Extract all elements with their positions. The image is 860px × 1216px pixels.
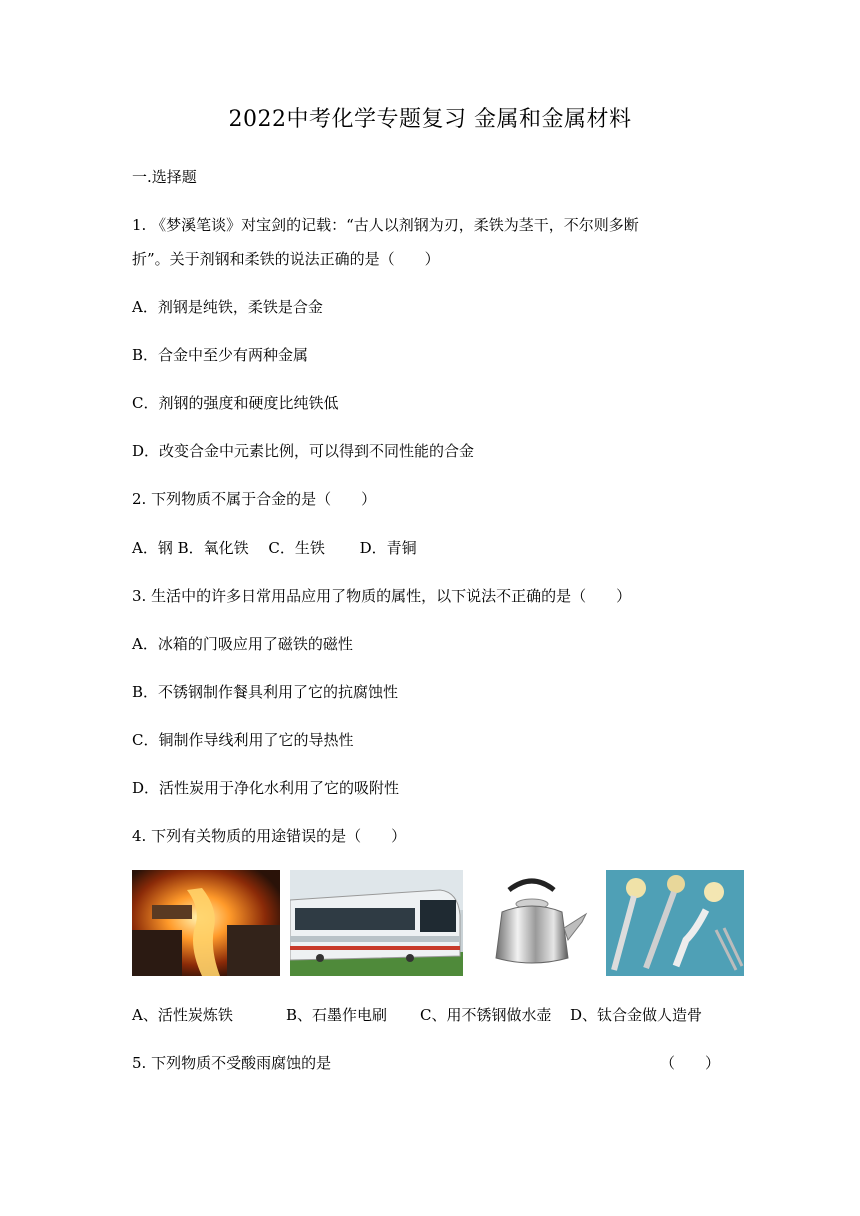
q4-stem: 4. 下列有关物质的用途错误的是（ ） (132, 827, 407, 845)
q2-options: A．钢 B．氧化铁 C．生铁 D．青铜 (132, 539, 417, 557)
implant-image (606, 870, 744, 976)
q1-option-b: B．合金中至少有两种金属 (132, 346, 309, 364)
q1-stem-line1: 1. 《梦溪笔谈》对宝剑的记载：“古人以剂钢为刃，柔铁为茎干，不尔则多断 (132, 216, 639, 234)
q1-option-d: D．改变合金中元素比例，可以得到不同性能的合金 (132, 442, 475, 460)
caption-d: D、钛合金做人造骨 (570, 1006, 703, 1024)
caption-c: C、用不锈钢做水壶 (420, 1006, 552, 1024)
q3-option-a: A．冰箱的门吸应用了磁铁的磁性 (132, 635, 353, 653)
q3-option-c: C．铜制作导线利用了它的导热性 (132, 731, 354, 749)
q3-stem: 3. 生活中的许多日常用品应用了物质的属性，以下说法不正确的是（ ） (132, 587, 632, 605)
q4-captions (132, 1004, 702, 1025)
page-title: 2022中考化学专题复习 金属和金属材料 (228, 107, 632, 132)
furnace-image (132, 870, 280, 976)
q3-option-d: D．活性炭用于净化水利用了它的吸附性 (132, 779, 400, 797)
q5-stem: 5. 下列物质不受酸雨腐蚀的是 (132, 1054, 332, 1072)
q2-stem: 2. 下列物质不属于合金的是（ ） (132, 490, 377, 508)
caption-b: B、石墨作电刷 (286, 1006, 388, 1024)
caption-a: A、活性炭炼铁 (132, 1006, 233, 1024)
tram-image (290, 870, 463, 976)
q3-option-b: B．不锈钢制作餐具利用了它的抗腐蚀性 (132, 683, 399, 701)
q1-stem-line2: 折”。关于剂钢和柔铁的说法正确的是（ ） (132, 250, 440, 268)
q1-option-c: C．剂钢的强度和硬度比纯铁低 (132, 394, 339, 412)
q1-option-a: A．剂钢是纯铁，柔铁是合金 (132, 298, 323, 316)
kettle-image (474, 870, 590, 976)
section-heading: 一.选择题 (132, 168, 197, 186)
q5-answer-paren: （ ） (660, 1054, 721, 1072)
